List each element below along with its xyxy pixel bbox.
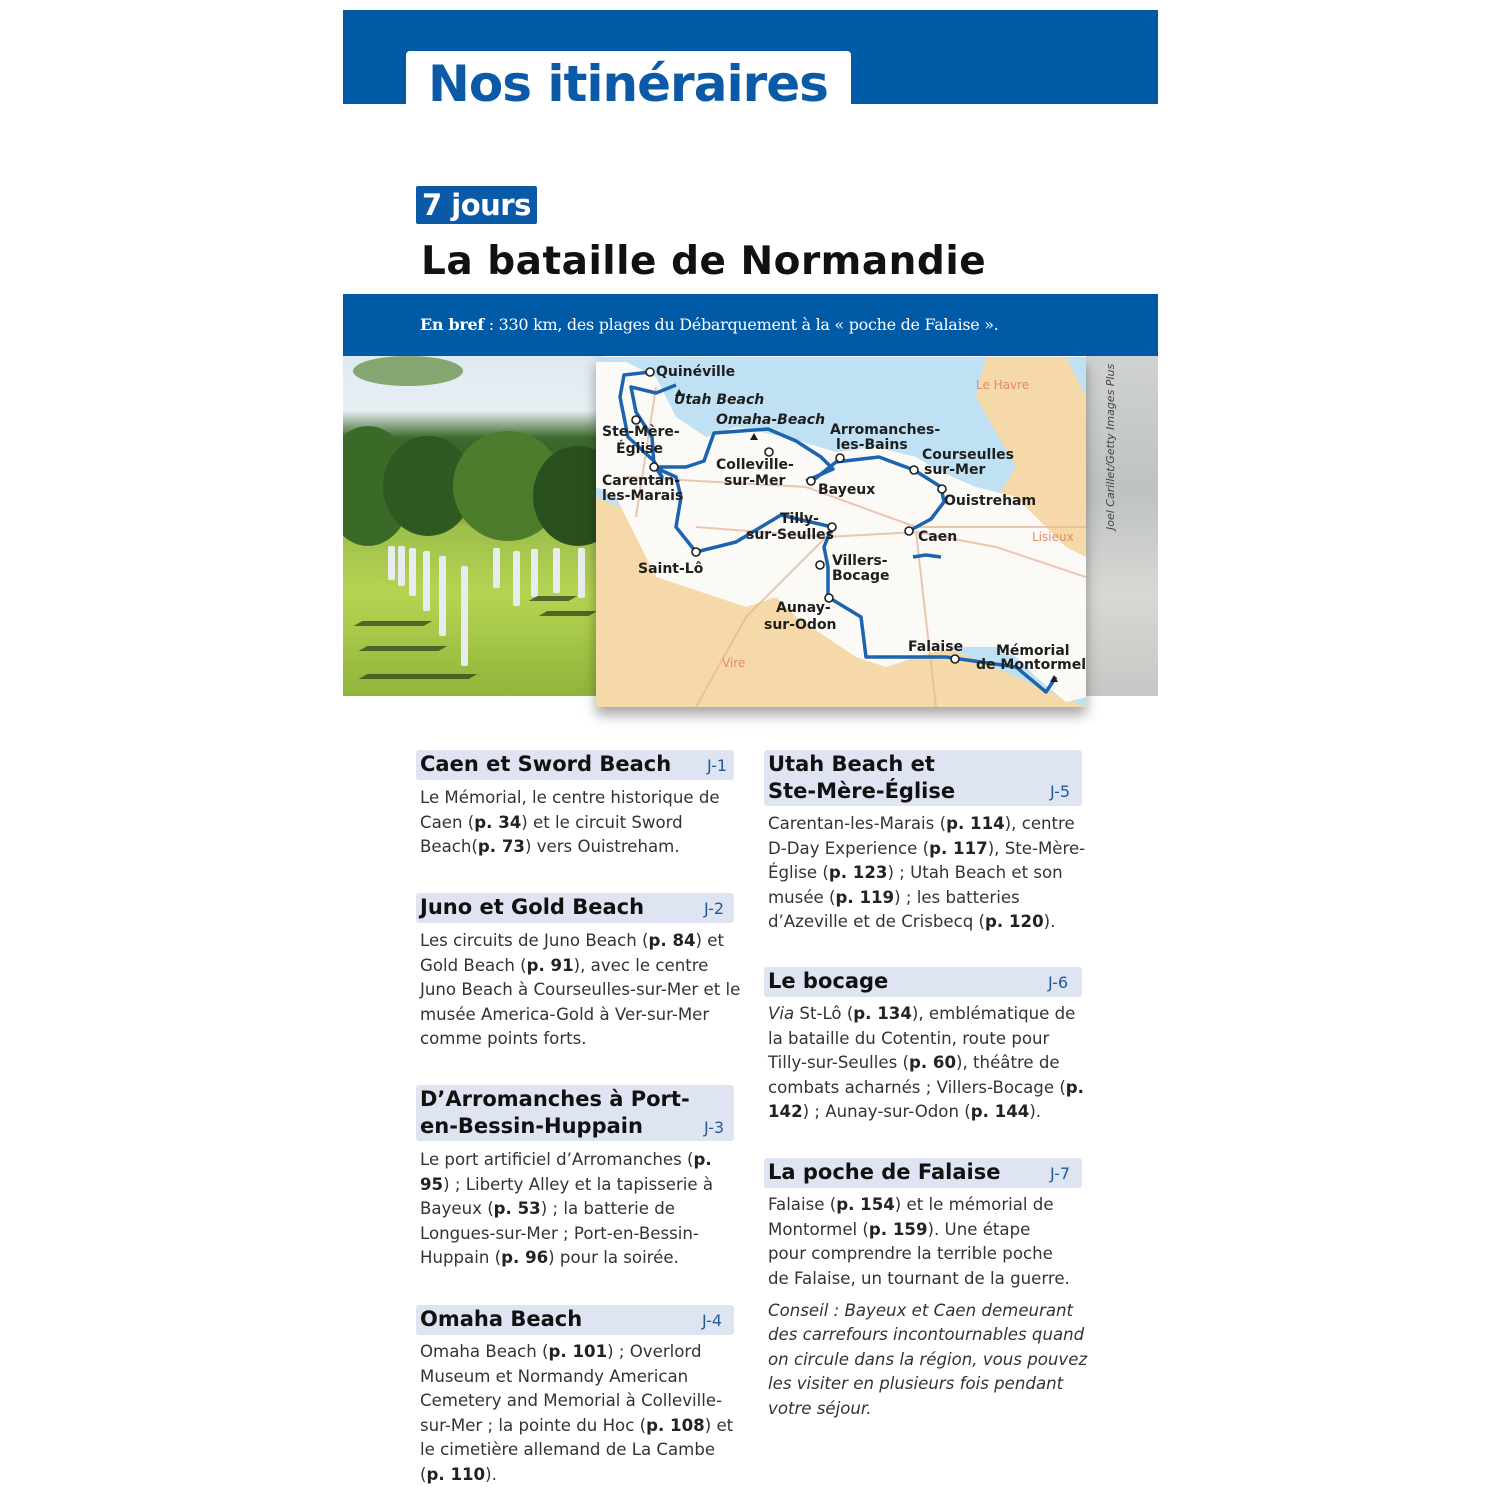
map-label-falaise: Falaise [908,639,964,655]
map-label-saint-lo: Saint-Lô [638,561,704,577]
map-label-utah-beach: Utah Beach [674,392,765,408]
duration-badge: 7 jours [416,186,537,224]
day-5-label: J-5 [1050,782,1071,801]
map-label-bayeux: Bayeux [818,482,876,498]
map-label-ouistreham: Ouistreham [944,493,1037,509]
day-5-body: Carentan-les-Marais (p. 114), centre D-Day Experience (p. 117), Ste-Mère-Église (p. 123) ; Utah Beach et son musée (p. 119) ; les batteries d’Azeville et de Crisbecq (p. 120). [768,814,1086,932]
day-4-title: Omaha Beach [420,1307,583,1331]
map-label-caen: Caen [918,529,958,545]
day-3-label: J-3 [704,1118,725,1137]
cemetery-photo [343,356,603,696]
day-3-body: Le port artificiel d’Arromanches (p. 95) ; Liberty Alley et la tapisserie à Bayeux (p. 53) ; la batterie de Longues-sur-Mer ; Port-en-Bessin-Huppain (p. 96) pour la soirée. [420,1150,714,1268]
map-label-arromanches-2: les-Bains [836,437,908,453]
day-6-title: Le bocage [768,969,889,993]
day-1-title: Caen et Sword Beach [420,752,672,776]
map-label-aunay-1: Aunay- [776,600,831,616]
map-label-colleville-1: Colleville- [716,457,794,473]
map-label-carentan-2: les-Marais [602,488,684,504]
map-label-memorial-1: Mémorial [996,643,1070,659]
day-2-title: Juno et Gold Beach [420,895,645,919]
map-label-villers-2: Bocage [832,568,890,584]
brief-summary: : 330 km, des plages du Débarquement à la « poche de Falaise ». [483,315,999,334]
day-6-label: J-6 [1048,973,1069,992]
day-5-title: Utah Beach et Ste-Mère-Église [768,752,956,803]
brief-label: En bref [420,315,484,334]
map-label-tilly-1: Tilly- [780,511,819,527]
day-7-title: La poche de Falaise [768,1160,1001,1184]
map-label-quineville: Quinéville [656,364,736,380]
route-title: La bataille de Normandie [421,239,987,284]
map-label-lisieux: Lisieux [1032,530,1074,544]
map-label-colleville-2: sur-Mer [724,473,786,489]
photo-credit: Joel Carillet/Getty Images Plus [1104,363,1117,530]
page-title: Nos itinéraires [428,55,828,113]
route-map [596,357,1086,707]
day-2-label: J-2 [704,899,725,918]
map-label-courseulles-1: Courseulles [922,447,1014,463]
day-1-body: Le Mémorial, le centre historique de Caen (p. 34) et le circuit Sword Beach(p. 73) vers Ouistreham. [420,788,720,857]
day-2-body: Les circuits de Juno Beach (p. 84) et Gold Beach (p. 91), avec le centre Juno Beach à Courseulles-sur-Mer et le musée America-Gold à Ver-sur-Mer comme points forts. [420,931,741,1049]
tip-text: Conseil : Bayeux et Caen demeurant des carrefours incontournables quand on circule dans la région, vous pouvez les visiter en plusieurs fois pendant votre séjour. [768,1301,1088,1418]
map-label-ste-mere-1: Ste-Mère- [602,424,680,440]
credit-strip [1086,356,1158,696]
map-label-le-havre: Le Havre [976,378,1030,392]
day-7-label: J-7 [1050,1164,1071,1183]
day-1-label: J-1 [707,756,728,775]
map-label-arromanches-1: Arromanches- [830,422,941,438]
day-4-label: J-4 [702,1311,723,1330]
day-3-title: D’Arromanches à Port-en-Bessin-Huppain [420,1087,690,1138]
day-6-body: Via St-Lô (p. 134), emblématique de la bataille du Cotentin, route pour Tilly-sur-Seulles (p. 60), théâtre de combats acharnés ; Villers-Bocage (p. 142) ; Aunay-sur-Odon (p. 144). [768,1004,1084,1122]
map-label-omaha-beach: Omaha-Beach [716,412,826,428]
map-label-courseulles-2: sur-Mer [924,462,986,478]
map-label-carentan-1: Carentan- [602,473,681,489]
map-label-aunay-2: sur-Odon [764,617,837,633]
map-label-memorial-2: de Montormel [976,657,1086,673]
day-7-body: Falaise (p. 154) et le mémorial de Montormel (p. 159). Une étape pour comprendre la terrible poche de Falaise, un tournant de la guerre. [768,1195,1070,1288]
map-label-ste-mere-2: Église [616,441,664,457]
day-4-body: Omaha Beach (p. 101) ; Overlord Museum et Normandy American Cemetery and Memorial à Colleville-sur-Mer ; la pointe du Hoc (p. 108) et le cimetière allemand de La Cambe (p. 110). [420,1342,734,1484]
map-label-tilly-2: sur-Seulles [746,527,834,543]
map-label-villers-1: Villers- [832,553,888,569]
brief-text [420,313,998,337]
map-label-vire: Vire [722,656,746,670]
